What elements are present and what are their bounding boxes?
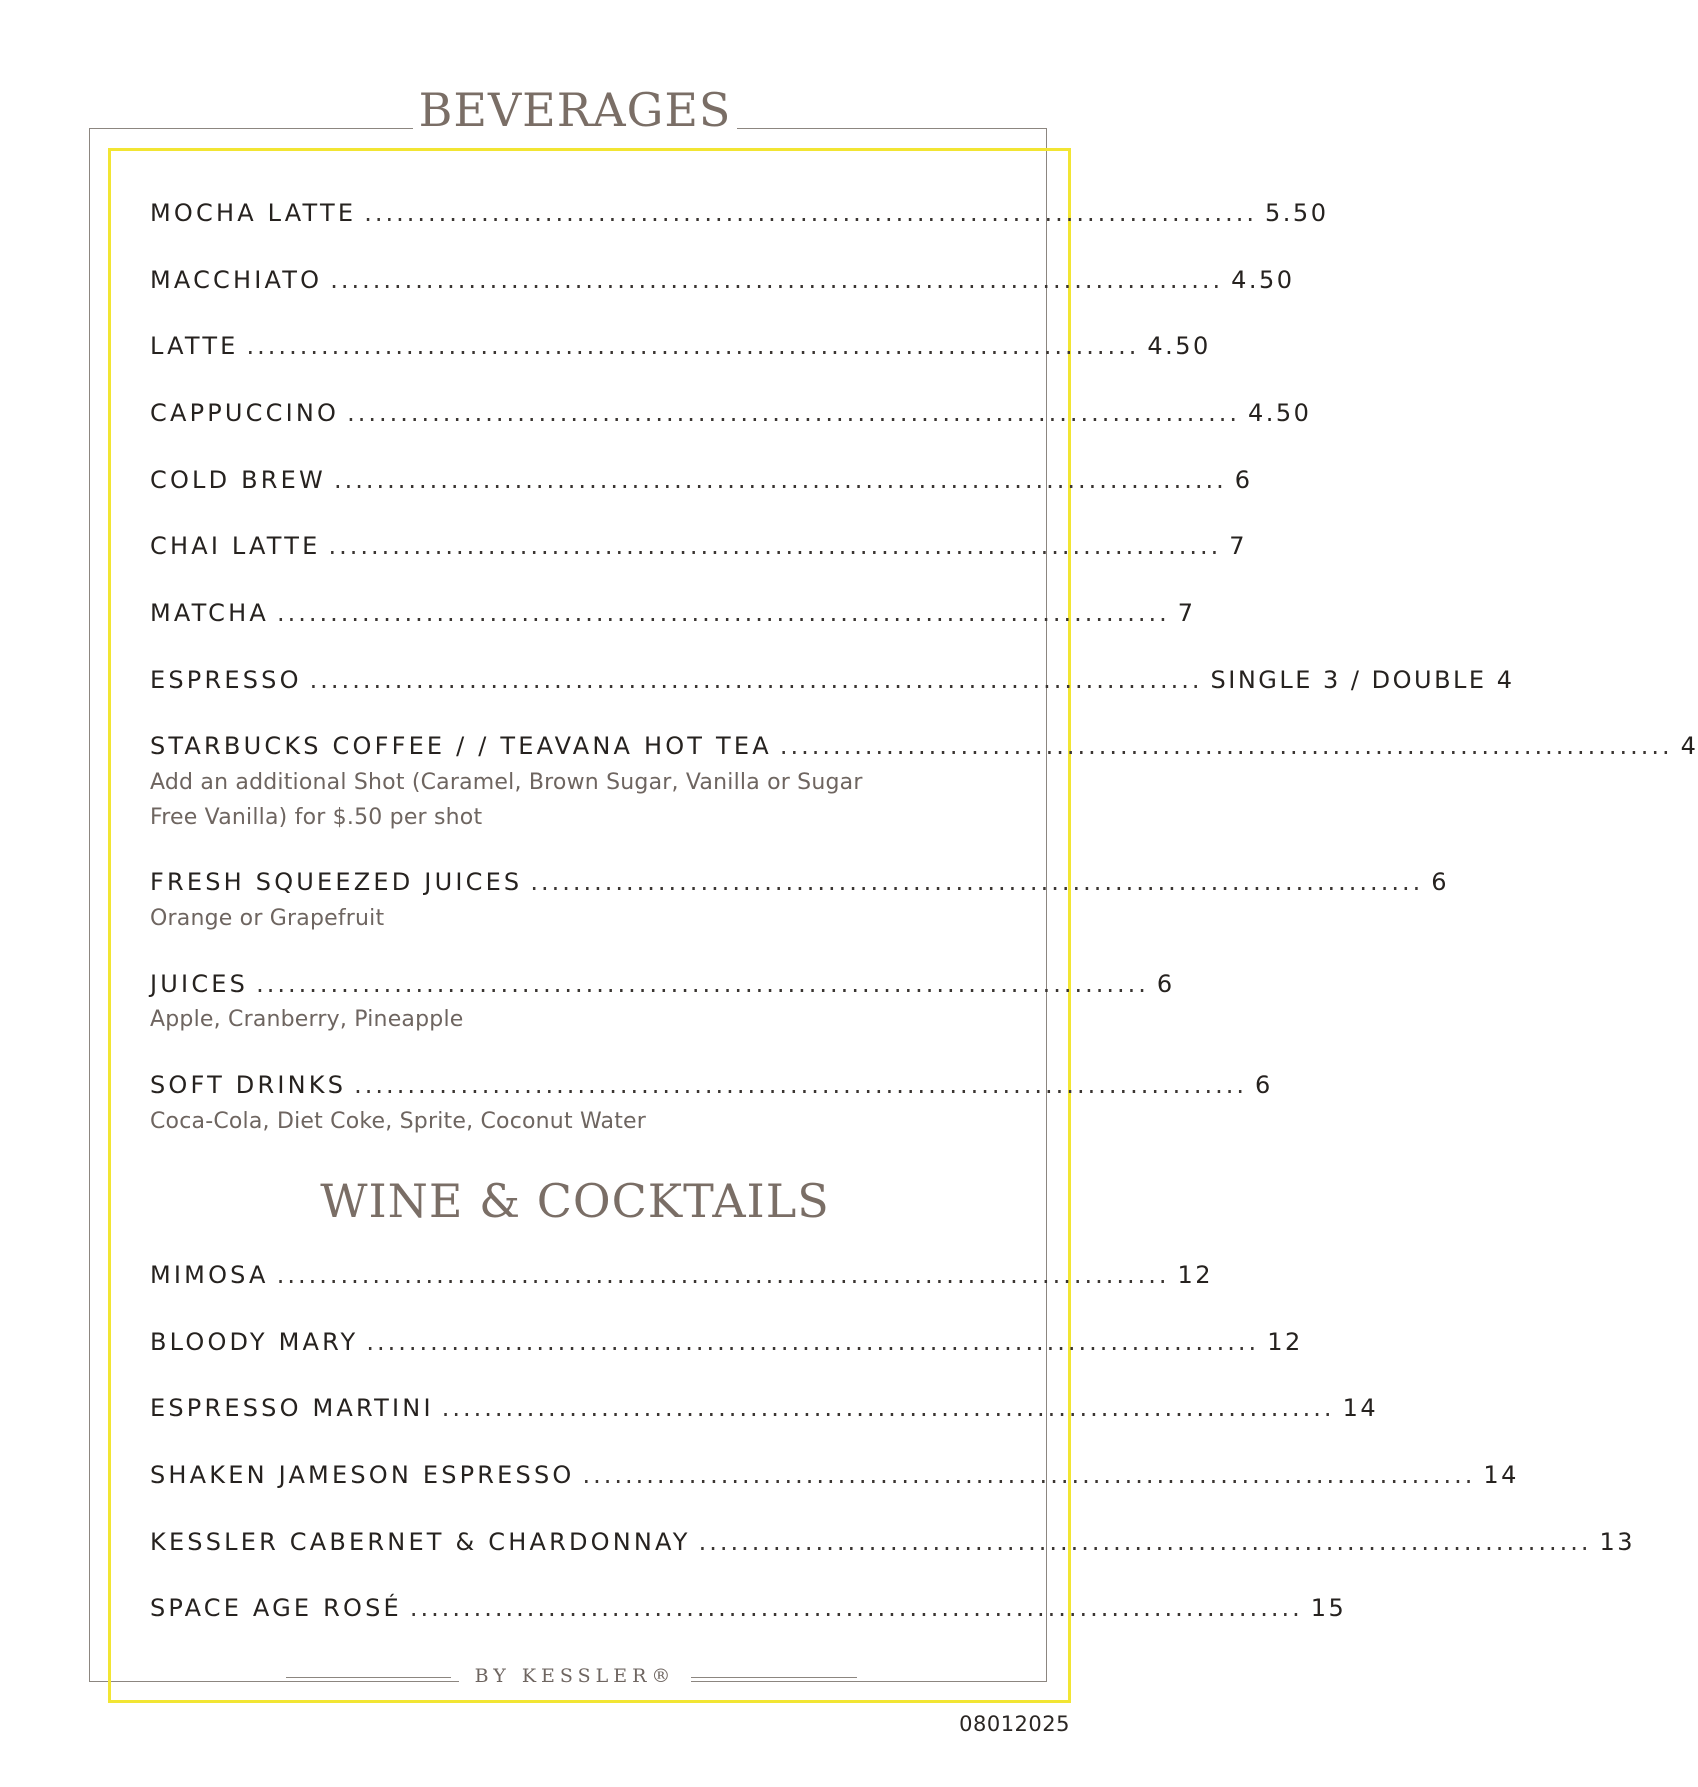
menu-item: MIMOSA .................................................................................... 12 — [150, 1261, 1214, 1289]
item-description: Free Vanilla) for $.50 per shot — [150, 805, 483, 830]
menu-item: CHAI LATTE .................................................................................... 7 — [150, 532, 1248, 560]
beverages-heading: BEVERAGES — [0, 83, 1150, 137]
menu-item: STARBUCKS COFFEE / / TEAVANA HOT TEA .................................................................................... 4 — [150, 732, 1698, 760]
item-description: Add an additional Shot (Caramel, Brown Sugar, Vanilla or Sugar — [150, 770, 863, 795]
menu-item: COLD BREW .................................................................................... 6 — [150, 466, 1253, 494]
wine-cocktails-heading: WINE & COCKTAILS — [0, 1174, 1150, 1228]
item-description: Orange or Grapefruit — [150, 906, 385, 931]
menu-item: CAPPUCCINO .................................................................................... 4.50 — [150, 399, 1312, 427]
menu-item: MOCHA LATTE .................................................................................... 5.50 — [150, 199, 1329, 227]
menu-item: JUICES .................................................................................... 6 — [150, 970, 1175, 998]
item-description: Apple, Cranberry, Pineapple — [150, 1007, 464, 1032]
menu-item: ESPRESSO MARTINI .................................................................................... 14 — [150, 1394, 1379, 1422]
menu-item: LATTE .................................................................................... 4.50 — [150, 332, 1211, 360]
menu-item: MACCHIATO .................................................................................... 4.50 — [150, 266, 1295, 294]
menu-item: SHAKEN JAMESON ESPRESSO .................................................................................... 14 — [150, 1461, 1519, 1489]
item-description: Coca-Cola, Diet Coke, Sprite, Coconut Water — [150, 1109, 646, 1134]
menu-item: SOFT DRINKS .................................................................................... 6 — [150, 1071, 1273, 1099]
menu-item: SPACE AGE ROSÉ .................................................................................... 15 — [150, 1594, 1347, 1622]
menu-item: MATCHA .................................................................................... 7 — [150, 599, 1196, 627]
menu-item: BLOODY MARY .................................................................................... 12 — [150, 1328, 1303, 1356]
document-code: 08012025 — [959, 1712, 1070, 1736]
menu-item: FRESH SQUEEZED JUICES .................................................................................... 6 — [150, 868, 1449, 896]
menu-item: ESPRESSO .................................................................................... SINGLE 3 / DOUBLE 4 — [150, 666, 1515, 694]
menu-item: KESSLER CABERNET & CHARDONNAY .................................................................................... 13 — [150, 1528, 1636, 1556]
brand-logo: BY KESSLER® — [0, 1665, 1150, 1687]
